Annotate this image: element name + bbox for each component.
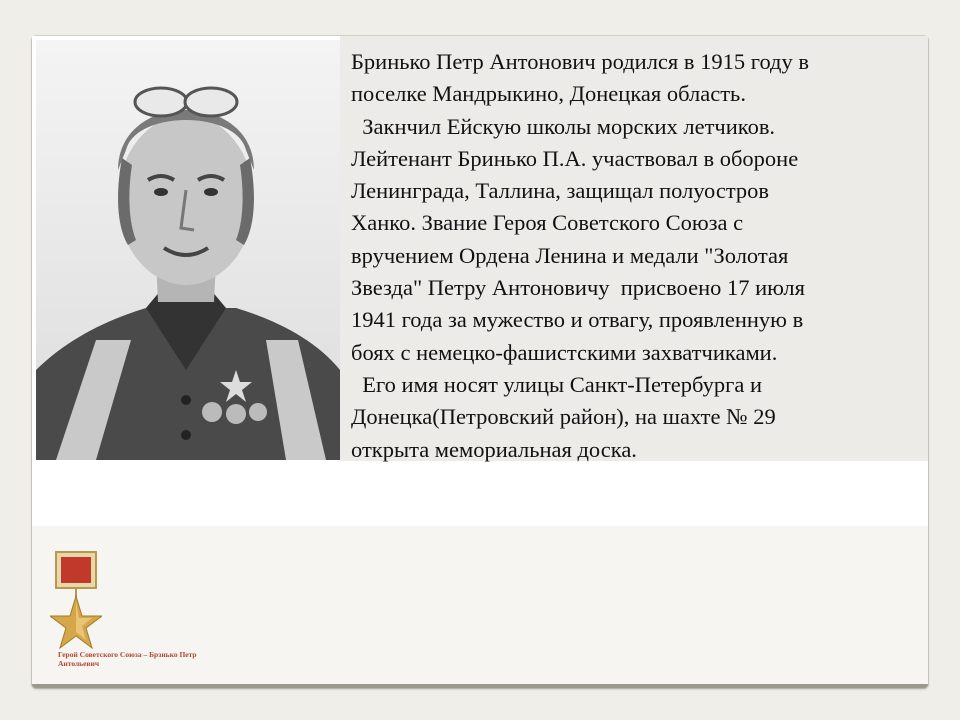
bio-line: Бринько Петр Антонович родился в 1915 году в [351, 49, 809, 74]
bio-line: Ханко. Звание Героя Советского Союза с [351, 210, 744, 236]
slide-bottom-border [32, 684, 928, 688]
bio-line: Лейтенант Бринько П.А. участвовал в обороне [351, 145, 799, 171]
content-panel [32, 36, 928, 526]
medal-caption: Герой Советского Союза – Брзнько Петр Антольевич [58, 650, 197, 668]
bio-line: Его имя носят улицы Санкт-Петербурга и [351, 371, 763, 397]
bio-line: Ленинграда, Таллина, защищал полуостров [351, 178, 770, 204]
bio-line: вручением Ордена Ленина и медали "Золотая [351, 242, 789, 268]
slide [32, 36, 928, 688]
bio-line: Закнчил Ейскую школы морских летчиков. [351, 113, 776, 139]
bio-line: боях с немецко-фашистскими захватчиками. [351, 339, 778, 365]
bio-line: Звезда" Петру Антоновичу присвоено 17 июля [351, 275, 805, 301]
bio-line: открыта мемориальная доска. [351, 436, 637, 462]
bio-line: поселке Мандрыкино, Донецкая область. [351, 81, 746, 107]
gold-star-medal-icon [50, 550, 102, 650]
biography-text [351, 46, 916, 466]
bio-line: 1941 года за мужество и отвагу, проявленную в [351, 307, 804, 333]
bio-line: Донецка(Петровский район), на шахте № 29 [351, 404, 776, 430]
portrait-photo [36, 40, 340, 460]
